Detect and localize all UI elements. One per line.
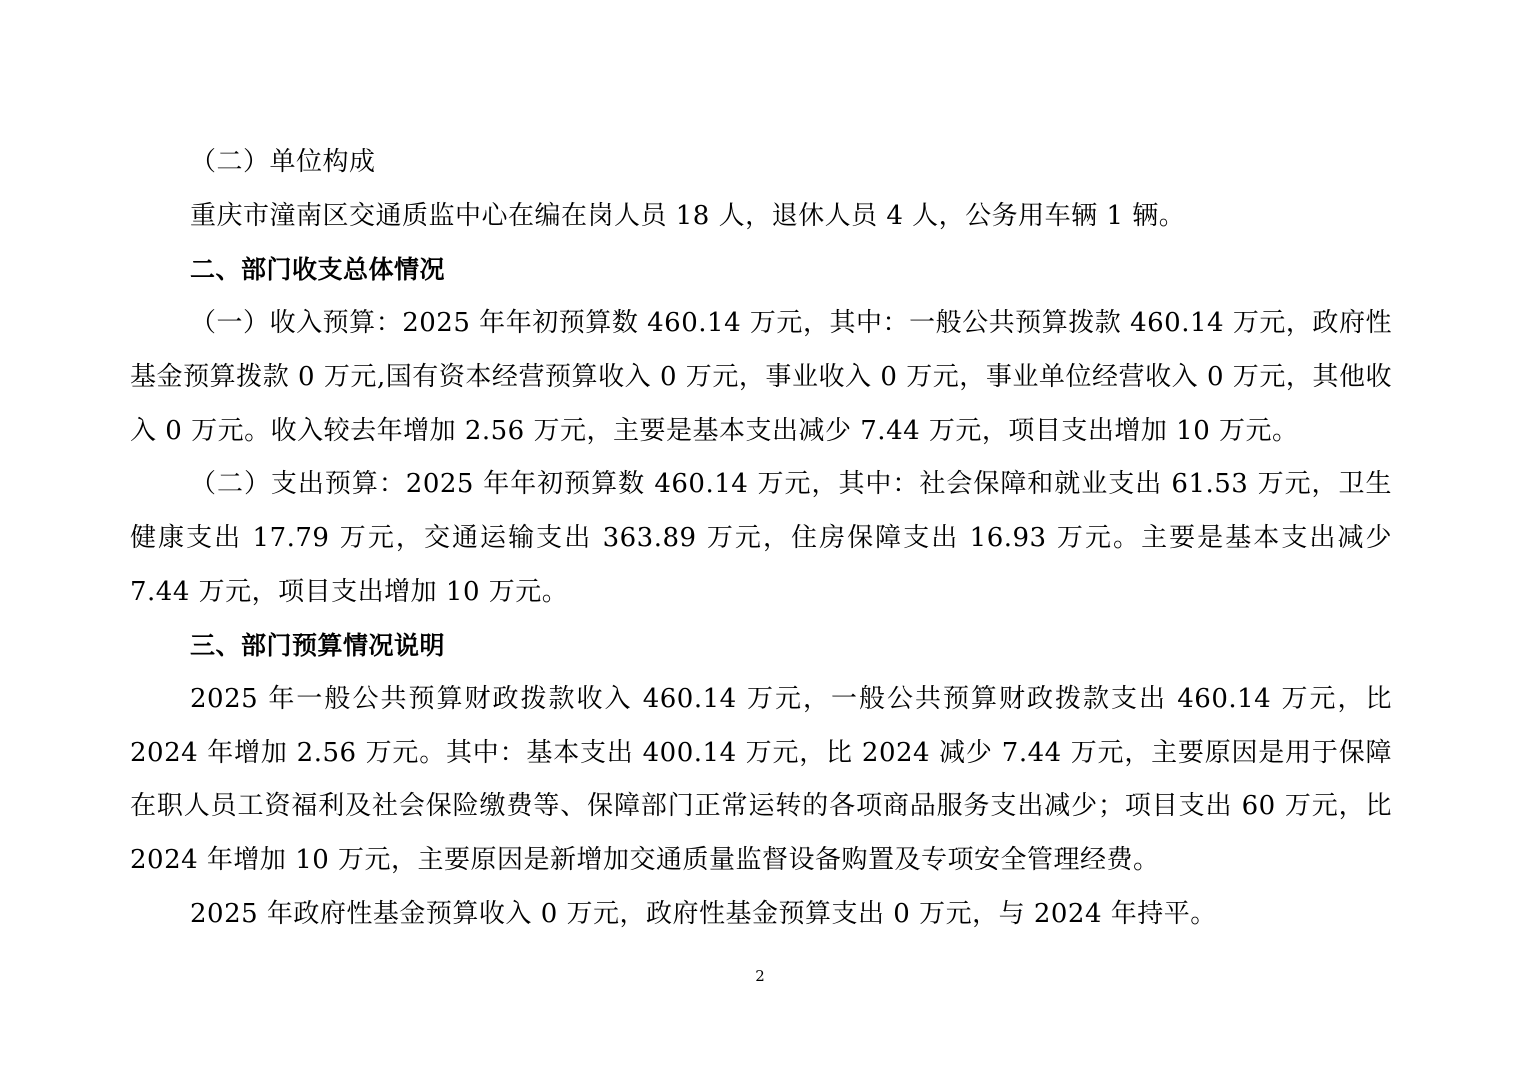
heading-budget-explanation: 三、部门预算情况说明	[190, 631, 446, 661]
heading-overall-revenue-expenditure: 二、部门收支总体情况	[190, 255, 446, 285]
paragraph-income-budget: （一）收入预算：2025 年年初预算数 460.14 万元，其中：一般公共预算拨款 460.14 万元，政府性基金预算拨款 0 万元,国有资本经营预算收入 0 万元，事业收入 0 万元，事业单位经营收入 0 万元，其他收入 0 万元。收入较去年增加 2.56 万元，主要是基本支出减少 7.44 万元，项目支出增加 10 万元。	[130, 308, 1392, 446]
subheading-unit-composition: （二）单位构成	[190, 147, 376, 177]
paragraph-expenditure-budget: （二）支出预算：2025 年年初预算数 460.14 万元，其中：社会保障和就业支出 61.53 万元，卫生健康支出 17.79 万元，交通运输支出 363.89 万元，住房保障支出 16.93 万元。主要是基本支出减少 7.44 万元，项目支出增加 10 万元。	[130, 469, 1392, 607]
paragraph-staff-info: 重庆市潼南区交通质监中心在编在岗人员 18 人，退休人员 4 人，公务用车辆 1 辆。	[190, 200, 1186, 231]
paragraph-government-fund-budget: 2025 年政府性基金预算收入 0 万元，政府性基金预算支出 0 万元，与 2024 年持平。	[190, 898, 1217, 929]
page-number: 2	[755, 967, 765, 985]
paragraph-general-public-budget: 2025 年一般公共预算财政拨款收入 460.14 万元，一般公共预算财政拨款支出 460.14 万元，比 2024 年增加 2.56 万元。其中：基本支出 400.14 万元，比 2024 减少 7.44 万元，主要原因是用于保障在职人员工资福利及社会保险缴费等、保障部门正常运转的各项商品服务支出减少；项目支出 60 万元，比 2024 年增加 10 万元，主要原因是新增加交通质量监督设备购置及专项安全管理经费。	[130, 684, 1392, 876]
document-body	[130, 136, 1392, 942]
